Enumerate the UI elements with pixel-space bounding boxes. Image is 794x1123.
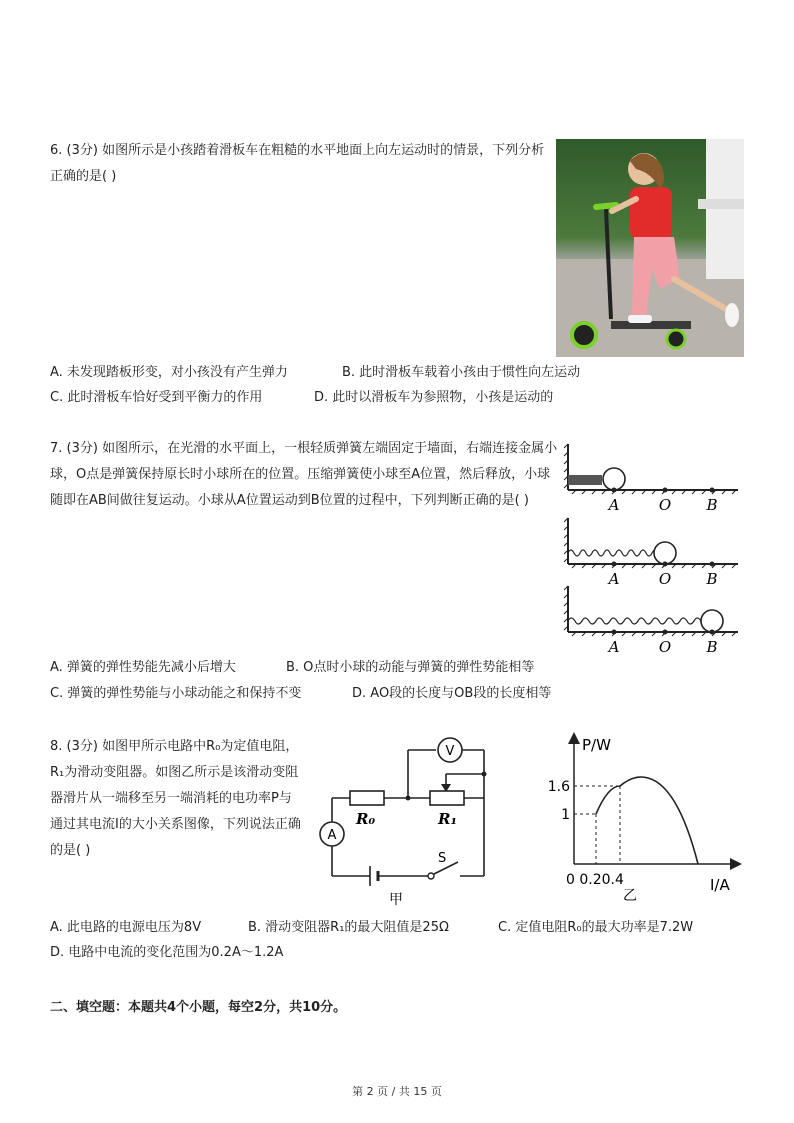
q6-option-b[interactable]: B. 此时滑板车载着小孩由于惯性向左运动 [342, 365, 581, 380]
q8-stem: 8. (3分) 如图甲所示电路中R₀为定值电阻，R₁为滑动变阻器。如图乙所示是该滑动变阻器滑片从一端移至另一端消耗的电功率P与通过其电流I的大小关系图像，下列说法正确的是( ) [50, 739, 301, 858]
q8-option-b[interactable]: B. 滑动变阻器R₁的最大阻值是25Ω [248, 920, 449, 935]
label-a: A [608, 496, 620, 514]
q7-option-d[interactable]: D. AO段的长度与OB段的长度相等 [352, 686, 552, 701]
circuit-diagram [314, 736, 500, 912]
label-b: B [706, 570, 718, 588]
voltmeter-label: V [445, 744, 455, 759]
q6-stem: 6. (3分) 如图所示是小孩踏着滑板车在粗糙的水平地面上向左运动时的情景，下列分析正确的是( ) [50, 143, 545, 184]
q6-option-d[interactable]: D. 此时以滑板车为参照物，小孩是运动的 [314, 390, 554, 405]
label-o: O [658, 638, 672, 656]
graph-y-tick-1: 1 [561, 807, 570, 823]
q6-option-c[interactable]: C. 此时滑板车恰好受到平衡力的作用 [50, 390, 263, 405]
label-b: B [706, 496, 718, 514]
q7-stem: 7. (3分) 如图所示，在光滑的水平面上，一根轻质弹簧左端固定于墙面，右端连接金属小球，O点是弹簧保持原长时小球所在的位置。压缩弹簧使小球至A位置，然后释放，小球随即在AB间做往复运动。小球从A位置运动到B位置的过程中，下列判断正确的是( ) [50, 441, 558, 508]
q7-option-b[interactable]: B. O点时小球的动能与弹簧的弹性势能相等 [286, 660, 535, 675]
spring-panel-2 [564, 518, 738, 588]
label-a: A [608, 570, 620, 588]
graph-x-ticks: 0 0.20.4 [566, 872, 624, 888]
q8-option-c[interactable]: C. 定值电阻R₀的最大功率是7.2W [498, 920, 694, 935]
q8-option-a[interactable]: A. 此电路的电源电压为8V [50, 920, 202, 935]
spring-ball-diagram [562, 440, 744, 660]
page-footer: 第 2 页 / 共 15 页 [352, 1085, 442, 1098]
ammeter-label: A [327, 828, 337, 843]
power-current-graph [547, 734, 744, 906]
label-a: A [608, 638, 620, 656]
label-o: O [658, 496, 672, 514]
graph-y-tick-1-6: 1.6 [547, 779, 570, 795]
q8-option-d[interactable]: D. 电路中电流的变化范围为0.2A～1.2A [50, 945, 284, 960]
q7-option-c[interactable]: C. 弹簧的弹性势能与小球动能之和保持不变 [50, 686, 302, 701]
r1-label: R₁ [438, 810, 458, 828]
child-on-scooter-photo [556, 139, 744, 357]
graph-ylabel: P/W [582, 736, 611, 754]
label-b: B [706, 638, 718, 656]
spring-panel-1 [564, 444, 738, 514]
section-fill-in-heading: 二、填空题：本题共4个小题，每空2分，共10分。 [50, 1000, 347, 1015]
switch-label: S [438, 851, 447, 866]
r0-label: R₀ [356, 810, 376, 828]
q7-option-a[interactable]: A. 弹簧的弹性势能先减小后增大 [50, 660, 236, 675]
q6-option-a[interactable]: A. 未发现踏板形变，对小孩没有产生弹力 [50, 365, 288, 380]
circuit-caption: 甲 [389, 892, 403, 908]
label-o: O [658, 570, 672, 588]
spring-panel-3 [564, 586, 738, 656]
graph-xlabel: I/A [710, 876, 730, 894]
graph-caption: 乙 [623, 888, 637, 904]
